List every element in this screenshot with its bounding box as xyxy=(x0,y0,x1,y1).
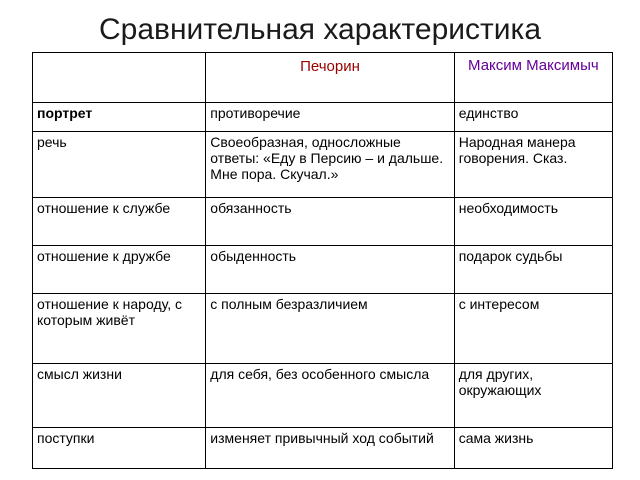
table-row xyxy=(33,428,613,469)
table-row xyxy=(33,132,613,198)
header-pechorin: Печорин xyxy=(206,53,454,103)
pechorin-cell: изменяет привычный ход событий xyxy=(206,428,454,469)
maksim-cell: сама жизнь xyxy=(454,428,612,469)
maksim-cell: подарок судьбы xyxy=(454,246,612,294)
row-label: речь xyxy=(33,132,206,198)
row-label: отношение к народу, с которым живёт xyxy=(33,294,206,364)
header-maksim: Максим Максимыч xyxy=(454,53,612,103)
maksim-cell: для других, окружающих xyxy=(454,364,612,428)
row-label: смысл жизни xyxy=(33,364,206,428)
maksim-cell: необходимость xyxy=(454,198,612,246)
comparison-table xyxy=(32,52,613,469)
table-row xyxy=(33,294,613,364)
header-empty-cell xyxy=(33,53,206,103)
slide-title: Сравнительная характеристика xyxy=(98,13,542,46)
pechorin-cell: Своеобразная, односложные ответы: «Еду в Персию – и дальше. Мне пора. Скучал.» xyxy=(206,132,454,198)
maksim-cell: Народная манера говорения. Сказ. xyxy=(454,132,612,198)
pechorin-cell: обыденность xyxy=(206,246,454,294)
row-label: отношение к дружбе xyxy=(33,246,206,294)
table-row xyxy=(33,364,613,428)
pechorin-cell: обязанность xyxy=(206,198,454,246)
row-label: поступки xyxy=(33,428,206,469)
maksim-cell: с интересом xyxy=(454,294,612,364)
row-label: портрет xyxy=(33,103,206,132)
pechorin-cell: с полным безразличием xyxy=(206,294,454,364)
maksim-cell: единство xyxy=(454,103,612,132)
pechorin-cell: противоречие xyxy=(206,103,454,132)
table-row xyxy=(33,103,613,132)
table-header-row xyxy=(33,53,613,103)
row-label: отношение к службе xyxy=(33,198,206,246)
table-row xyxy=(33,198,613,246)
pechorin-cell: для себя, без особенного смысла xyxy=(206,364,454,428)
table-row xyxy=(33,246,613,294)
